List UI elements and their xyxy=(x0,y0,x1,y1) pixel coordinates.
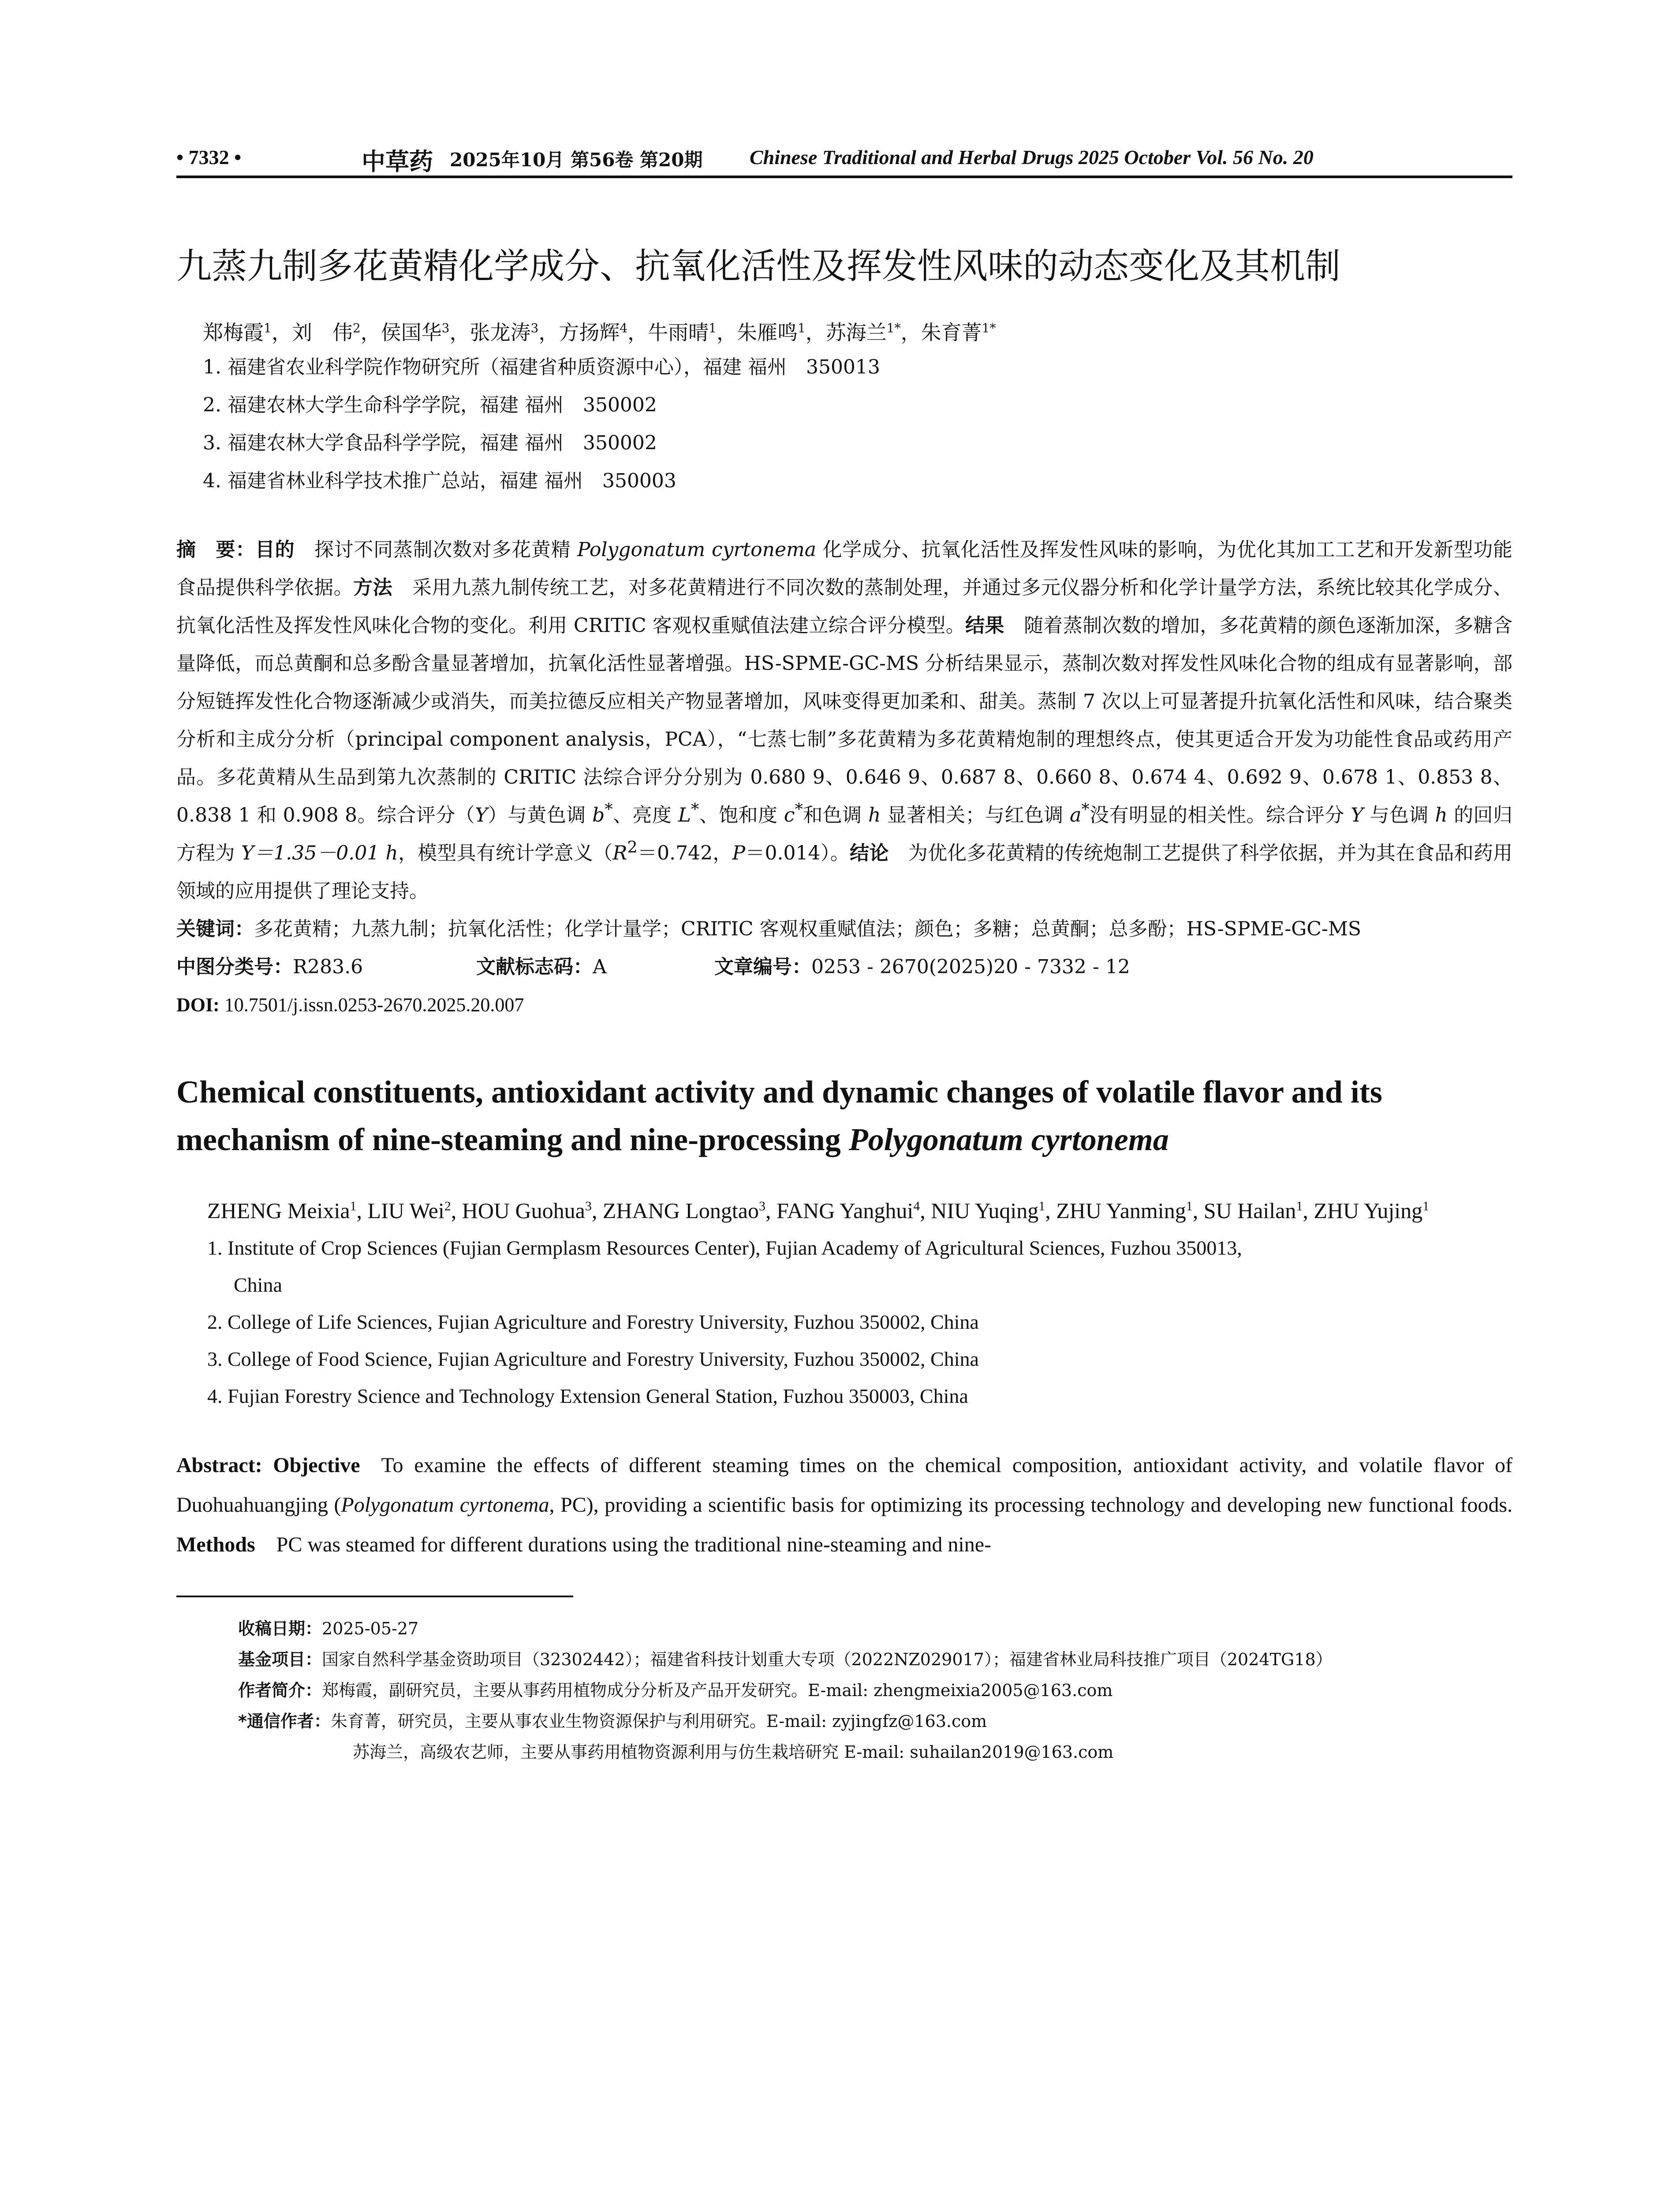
affiliation-en: 2. College of Life Sciences, Fujian Agriculture and Forestry University, Fuzhou 350002, China xyxy=(207,1311,979,1333)
r2-value: ＝0.742， xyxy=(637,842,732,864)
star-sup: * xyxy=(691,800,699,819)
author-name: 苏海兰 xyxy=(825,321,887,344)
author-list-cn: 郑梅霞$^1$，刘 伟$^2$，侯国华$^3$，张龙涛$^3$，方扬辉$^4$，牛雨晴$^1$，朱雁鸣$^1$，苏海兰$^{1*}$，朱育菁$^{1*}$ xyxy=(203,321,996,344)
var-p: P xyxy=(732,842,746,864)
author-affiliation-sup: 1* xyxy=(982,321,996,336)
corresponding-text: 朱育菁，研究员，主要从事农业生物资源保护与利用研究。E-mail: zyjingfz@163.com xyxy=(330,1712,987,1731)
results-text: 显著相关；与红色调 xyxy=(881,804,1070,826)
abstract-en-text: To examine the effects of different steaming times on the chemical composition, antioxidant activity, and volatile flavor of Duohuahuangjing ( xyxy=(176,1454,1512,1517)
objective-text: 化学成分、抗氧化活性及挥发性风味的影响，为优化其加工工艺和开发新型功能食品提供科学依据。 xyxy=(176,538,1513,599)
affiliation-cn: 1. 福建省农业科学院作物研究所（福建省种质资源中心），福建 福州 350013 xyxy=(203,356,880,378)
clc-label: 中图分类号： xyxy=(176,956,293,978)
footnote-fund xyxy=(238,1644,1512,1675)
var-h: h xyxy=(868,804,881,826)
critic-score-value: 0.692 9 xyxy=(1227,766,1302,789)
doi-link[interactable]: 10.7501/j.issn.0253-2670.2025.20.007 xyxy=(224,994,524,1016)
affiliation-cn: 2. 福建农林大学生命科学学院，福建 福州 350002 xyxy=(203,394,657,416)
title-en-text: Chemical constituents, antioxidant activity and dynamic changes of volatile flavor and its mechanism of nine-steaming and nine-processing xyxy=(176,1074,1382,1157)
author-name: ZHANG Longtao xyxy=(602,1198,759,1223)
doc-code-value: A xyxy=(593,956,607,978)
author-affiliation-sup: 3 xyxy=(758,1199,765,1214)
objective-text: 探讨不同蒸制次数对多花黄精 xyxy=(314,538,578,561)
received-label: 收稿日期： xyxy=(238,1619,322,1638)
critic-score-value: 0.908 8 xyxy=(283,804,358,826)
footnotes xyxy=(176,1613,1512,1768)
author-name: ZHU Yujing xyxy=(1314,1198,1423,1223)
corresponding-label: *通信作者： xyxy=(238,1712,331,1731)
results-text: 、亮度 xyxy=(612,804,678,826)
star-sup: * xyxy=(605,800,613,819)
author-name: 张龙涛 xyxy=(470,321,531,344)
author-affiliation-sup: 3 xyxy=(530,321,539,336)
doc-code-label: 文献标志码： xyxy=(476,956,593,978)
author-affiliation-sup: 1* xyxy=(886,321,901,336)
author-name: 刘 伟 xyxy=(291,321,353,344)
page-number: • 7332 • xyxy=(176,146,242,168)
author-affiliation-sup: 2 xyxy=(352,321,361,336)
doi-line xyxy=(176,986,1512,1024)
journal-logo: 中草药 xyxy=(362,147,433,176)
author-affiliation-sup: 1 xyxy=(1038,1199,1045,1214)
abstract-en-species: Polygonatum cyrtonema xyxy=(341,1493,549,1517)
author-name: HOU Guohua xyxy=(462,1198,585,1223)
star-sup: * xyxy=(1081,800,1090,819)
author-name: 朱雁鸣 xyxy=(736,321,798,344)
abstract-cn xyxy=(176,531,1512,910)
critic-score-value: 0.674 4 xyxy=(1131,766,1206,789)
affiliation-cn: 3. 福建农林大学食品科学学院，福建 福州 350002 xyxy=(203,432,657,454)
results-text: 的回归方程为 xyxy=(176,804,1512,864)
conclusion-label: 结论 xyxy=(850,842,889,864)
results-text: ，模型具有统计学意义（ xyxy=(398,842,613,864)
var-l-star: L xyxy=(678,804,691,826)
keywords-text: 多花黄精；九蒸九制；抗氧化活性；化学计量学；CRITIC 客观权重赋值法；颜色；多糖；总黄酮；总多酚；HS-SPME-GC-MS xyxy=(254,918,1362,940)
abstract-en-text: PC was steamed for different durations using the traditional nine-steaming and nine- xyxy=(276,1533,992,1556)
results-text: ）与黄色调 xyxy=(488,804,593,826)
affiliation-en: 4. Fujian Forestry Science and Technology Extension General Station, Fuzhou 350003, China xyxy=(207,1385,968,1407)
author-affiliation-sup: 4 xyxy=(620,321,628,336)
received-date: 2025-05-27 xyxy=(322,1619,419,1638)
methods-text: 采用九蒸九制传统工艺，对多花黄精进行不同次数的蒸制处理，并通过多元仪器分析和化学计量学方法，系统比较其化学成分、抗氧化活性及挥发性风味化合物的变化。利用 CRITIC 客观权重赋值法建立综合评分模型。 xyxy=(176,576,1513,637)
article-title-en xyxy=(176,1068,1512,1163)
objective-label: 目的 xyxy=(255,538,295,561)
classification-line xyxy=(176,948,1512,986)
author-name: 方扬辉 xyxy=(559,321,620,344)
abstract-label: 摘 要： xyxy=(176,538,255,561)
article-number-label: 文章编号： xyxy=(714,956,811,978)
footnote-bio xyxy=(238,1675,1512,1706)
results-text: 。综合评分（ xyxy=(357,804,475,826)
doi-label: DOI: xyxy=(176,994,220,1016)
fund-label: 基金项目： xyxy=(238,1650,322,1669)
var-y: Y xyxy=(1351,804,1364,826)
bio-text: 郑梅霞，副研究员，主要从事药用植物成分分析及产品开发研究。E-mail: zhengmeixia2005@163.com xyxy=(322,1681,1113,1700)
keywords xyxy=(176,910,1512,948)
author-affiliation-sup: 1 xyxy=(264,321,272,336)
author-affiliation-sup: 1 xyxy=(1296,1199,1303,1214)
critic-score-value: 0.660 8 xyxy=(1036,766,1111,789)
issue-info-cn: 2025年10月 第56卷 第20期 xyxy=(450,149,703,171)
results-text: 与色调 xyxy=(1363,804,1435,826)
abstract-en xyxy=(176,1446,1512,1565)
author-name: FANG Yanghui xyxy=(776,1198,914,1223)
abstract-en-label: Abstract: Objective xyxy=(176,1454,360,1477)
affiliation-en-text: 1. Institute of Crop Sciences (Fujian Germplasm Resources Center), Fujian Academy of Agricultural Sciences, Fuzhou 350013, xyxy=(207,1237,1242,1259)
author-affiliation-sup: 1 xyxy=(1186,1199,1193,1214)
fund-text: 国家自然科学基金资助项目（32302442）；福建省科技计划重大专项（2022NZ029017）；福建省林业局科技推广项目（2024TG18） xyxy=(322,1650,1333,1669)
critic-score-value: 0.687 8 xyxy=(941,766,1016,789)
conclusion-text: 为优化多花黄精的传统炮制工艺提供了科学依据，并为其在食品和药用领域的应用提供了理论支持。 xyxy=(176,842,1513,902)
footnote-corresponding xyxy=(238,1706,1512,1737)
var-a-star: a xyxy=(1070,804,1082,826)
critic-score-value: 0.646 9 xyxy=(845,766,920,789)
footnote-corresponding-2: 苏海兰，高级农艺师，主要从事药用植物资源利用与仿生栽培研究 E-mail: suhailan2019@163.com xyxy=(353,1742,1114,1762)
running-header xyxy=(176,146,1512,175)
author-name: 侯国华 xyxy=(381,321,442,344)
author-name: SU Hailan xyxy=(1203,1198,1296,1223)
footnote-received xyxy=(238,1613,1512,1644)
critic-score-value: 0.680 9 xyxy=(750,766,825,789)
author-name: 牛雨晴 xyxy=(648,321,709,344)
bio-label: 作者简介： xyxy=(238,1681,322,1700)
results-text: 没有明显的相关性。综合评分 xyxy=(1089,804,1351,826)
results-label: 结果 xyxy=(965,614,1004,637)
var-y: Y xyxy=(475,804,488,826)
author-affiliation-sup: 1 xyxy=(797,321,806,336)
var-b-star: b xyxy=(592,804,605,826)
article-number-value: 0253 - 2670(2025)20 - 7332 - 12 xyxy=(811,956,1130,978)
author-affiliation-sup: 4 xyxy=(913,1199,920,1214)
results-text: 随着蒸制次数的增加，多花黄精的颜色逐渐加深，多糖含量降低，而总黄酮和总多酚含量显著增加，抗氧化活性显著增强。HS-SPME-GC-MS 分析结果显示，蒸制次数对挥发性风味化合物的组成有显著影响，部分短链挥发性化合物逐渐减少或消失，而美拉德反应相关产物显著增加，风味变得更加柔和、甜美。蒸制 7 次以上可显著提升抗氧化活性和风味，结合聚类分析和主成分分析（principal component analysis，PCA），“七蒸七制”多花黄精为多花黄精炮制的理想终点，使其更适合开发为功能性食品或药用产品。多花黄精从生品到第九次蒸制的 CRITIC 法综合评分分别为 xyxy=(176,614,1513,789)
critic-score-value: 0.838 1 xyxy=(176,804,251,826)
var-c-star: c xyxy=(784,804,795,826)
critic-score-value: 0.853 8 xyxy=(1418,766,1493,789)
critic-scores: 0.680 9、0.646 9、0.687 8、0.660 8、0.674 4、0.692 9、0.678 1、0.853 8、0.838 1 和 0.908 8 xyxy=(176,766,1513,826)
author-name: LIU Wei xyxy=(367,1198,444,1223)
methods-label: 方法 xyxy=(353,576,393,599)
results-text: 和色调 xyxy=(803,804,869,826)
author-name: ZHENG Meixia xyxy=(207,1198,350,1223)
p-value: ＝0.014）。 xyxy=(745,842,850,864)
author-affiliation-sup: 3 xyxy=(585,1199,592,1214)
author-affiliation-sup: 2 xyxy=(444,1199,451,1214)
author-name: NIU Yuqing xyxy=(931,1198,1039,1223)
abstract-en-methods-label: Methods xyxy=(176,1533,255,1556)
star-sup: * xyxy=(795,800,803,819)
page-content xyxy=(176,146,1512,1768)
author-affiliation-sup: 1 xyxy=(350,1199,357,1214)
affiliation-en: 3. College of Food Science, Fujian Agriculture and Forestry University, Fuzhou 350002, China xyxy=(207,1348,979,1370)
results-text: 、饱和度 xyxy=(699,804,784,826)
var-h: h xyxy=(1435,804,1448,826)
affiliation-en-text: China xyxy=(234,1274,282,1296)
author-name: ZHU Yanming xyxy=(1056,1198,1186,1223)
critic-score-value: 0.678 1 xyxy=(1322,766,1397,789)
var-r: R xyxy=(612,842,627,864)
author-affiliation-sup: 3 xyxy=(441,321,450,336)
abstract-en-text: , PC), providing a scientific basis for optimizing its processing technology and developing new functional foods. xyxy=(549,1493,1512,1517)
species-name: Polygonatum cyrtonema xyxy=(577,538,816,561)
author-name: 郑梅霞 xyxy=(203,321,264,344)
affiliation-en xyxy=(207,1230,1512,1304)
clc-value: R283.6 xyxy=(293,956,363,978)
issue-info-en: Chinese Traditional and Herbal Drugs 2025 October Vol. 56 No. 20 xyxy=(750,146,1314,168)
square-sup: 2 xyxy=(627,837,638,857)
title-en-species: Polygonatum cyrtonema xyxy=(848,1122,1169,1157)
affiliation-cn: 4. 福建省林业科学技术推广总站，福建 福州 350003 xyxy=(203,470,676,492)
author-list-en: ZHENG Meixia$^1$, LIU Wei$^2$, HOU Guohua$^3$, ZHANG Longtao$^3$, FANG Yanghui$^4$, NIU Yuqing$^1$, ZHU Yanming$^1$, SU Hailan$^1$, ZHU Yujing$^1$ xyxy=(207,1198,1430,1223)
footnote-divider xyxy=(176,1596,573,1597)
author-name: 朱育菁 xyxy=(921,321,982,344)
article-title-cn: 九蒸九制多花黄精化学成分、抗氧化活性及挥发性风味的动态变化及其机制 xyxy=(176,246,1340,287)
author-affiliation-sup: 1 xyxy=(709,321,717,336)
keywords-label: 关键词： xyxy=(176,918,254,940)
regression-equation: Y＝1.35－0.01 h xyxy=(241,842,398,864)
author-affiliation-sup: 1 xyxy=(1422,1199,1430,1214)
